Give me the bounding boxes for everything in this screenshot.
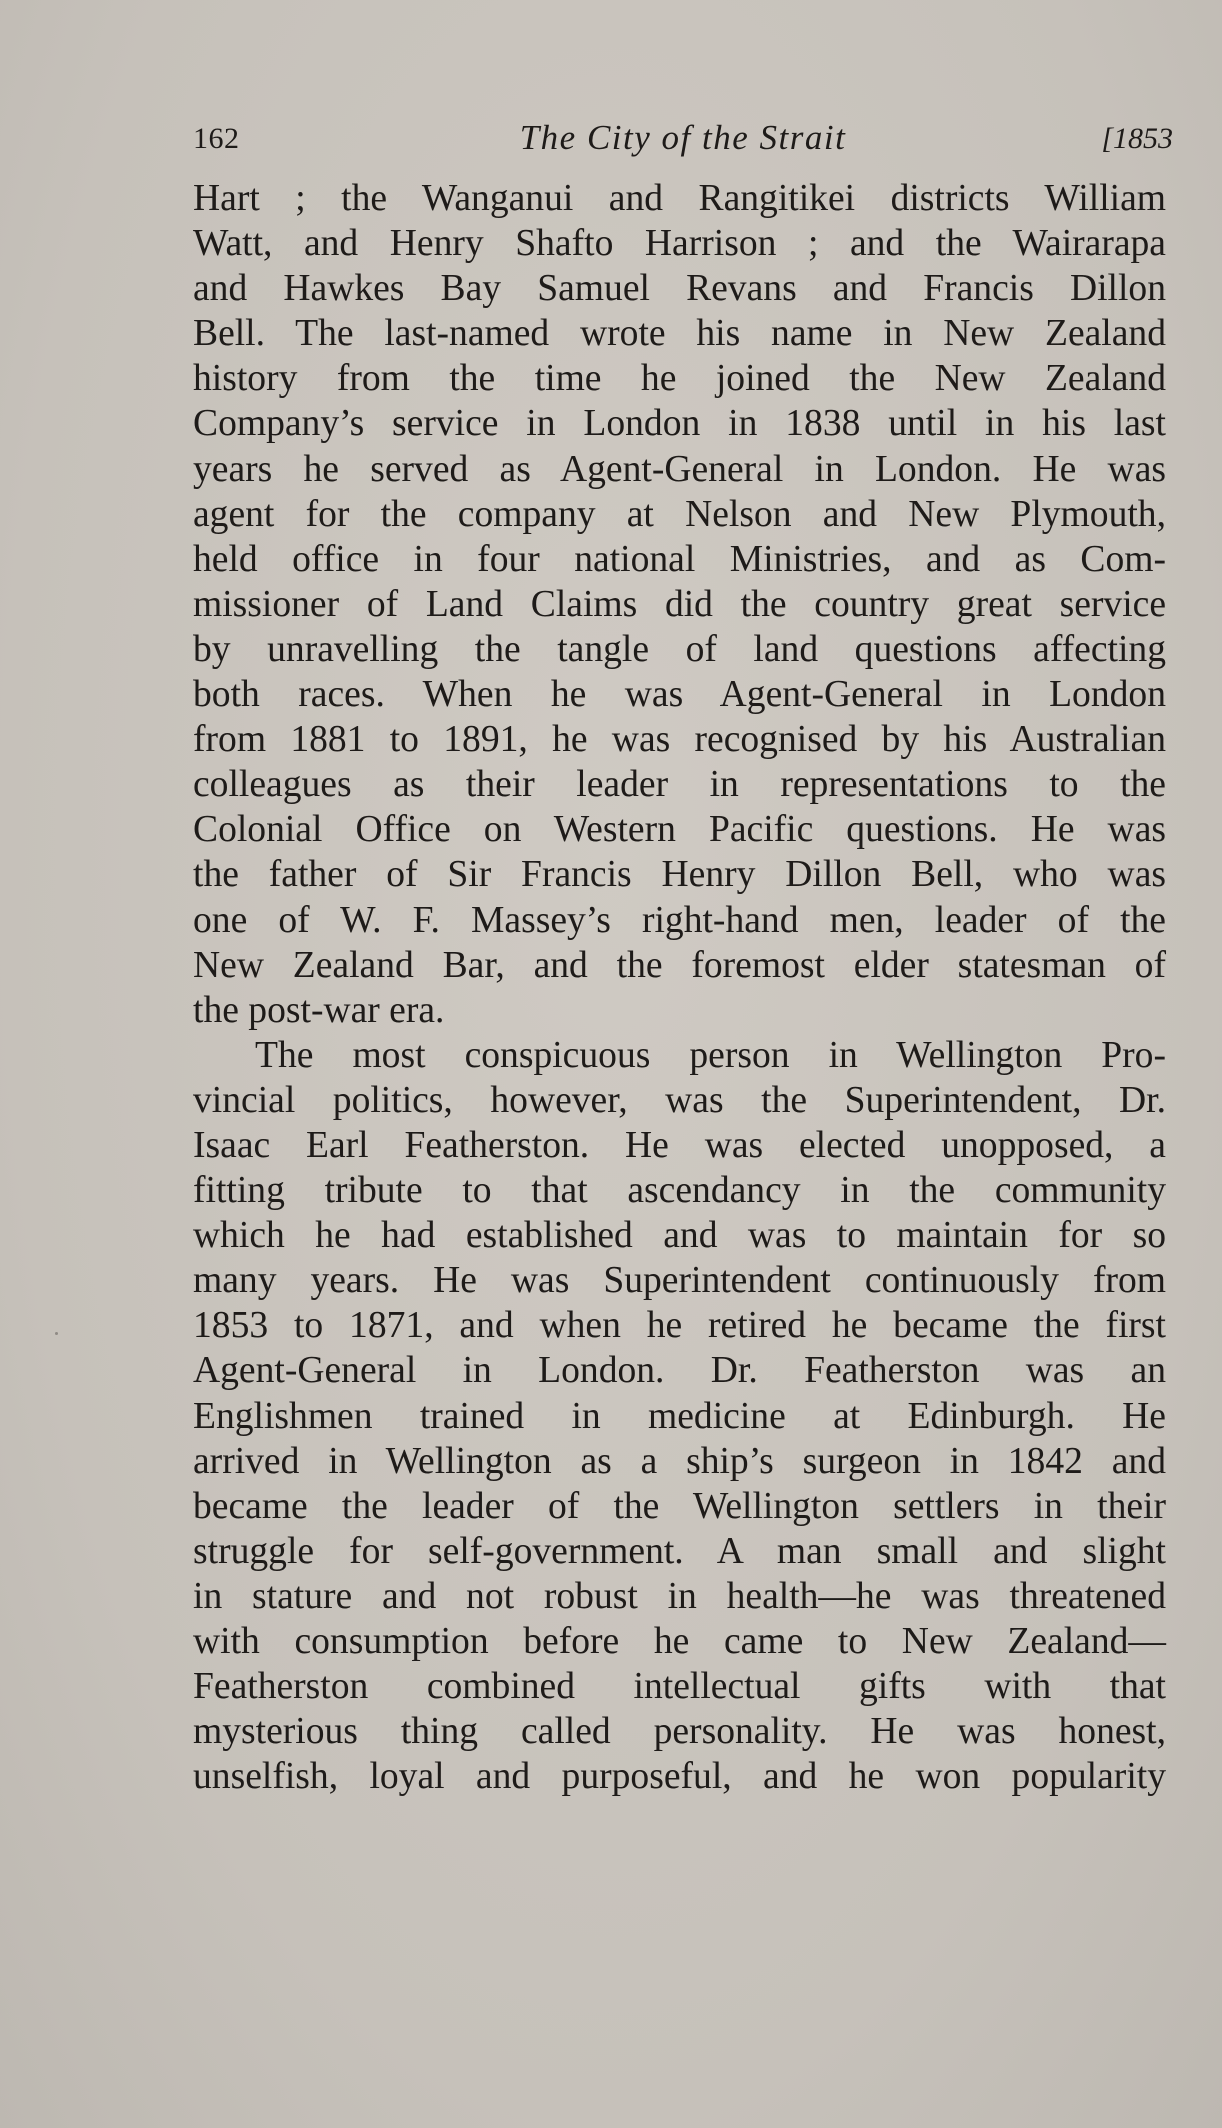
text-line: struggle for self-government. A man small and slight [193, 1530, 1166, 1572]
text-line: 1853 to 1871, and when he retired he became the first [193, 1305, 1166, 1347]
text-line: with consumption before he came to New Zealand— [193, 1621, 1166, 1662]
text-line: arrived in Wellington as a ship’s surgeon in 1842 and [193, 1440, 1166, 1482]
text-line: agent for the company at Nelson and New Plymouth, [193, 493, 1166, 535]
year-mark: [1853 [1101, 122, 1173, 155]
text-line: and Hawkes Bay Samuel Revans and Francis Dillon [193, 268, 1166, 310]
text-line: Isaac Earl Featherston. He was elected unopposed, a [193, 1124, 1166, 1166]
text-line: fitting tribute to that ascendancy in the community [193, 1170, 1166, 1212]
text-line: years he served as Agent-General in London. He was [193, 448, 1166, 490]
text-line: held office in four national Ministries, and as Com- [193, 538, 1166, 580]
text-line: both races. When he was Agent-General in London [193, 674, 1166, 716]
text-line: Englishmen trained in medicine at Edinburgh. He [193, 1395, 1166, 1437]
text-line: Watt, and Henry Shafto Harrison ; and the Wairarapa [193, 223, 1166, 265]
paragraph-first-line: The most conspicuous person in Wellington Pro- [255, 1034, 1166, 1076]
paper-speck [55, 1332, 58, 1335]
text-line: New Zealand Bar, and the foremost elder statesman of [193, 944, 1166, 986]
text-line: history from the time he joined the New Zealand [193, 358, 1166, 400]
text-line: colleagues as their leader in representations to the [193, 764, 1166, 806]
text-line: unselfish, loyal and purposeful, and he won popularity [193, 1756, 1166, 1798]
body-text [193, 176, 1166, 1799]
text-line: became the leader of the Wellington settlers in their [193, 1485, 1166, 1527]
text-line: Agent-General in London. Dr. Featherston was an [193, 1350, 1166, 1392]
text-line: Colonial Office on Western Pacific questions. He was [193, 809, 1166, 851]
text-line: by unravelling the tangle of land questions affecting [193, 628, 1166, 670]
page-number: 162 [193, 122, 240, 155]
text-line: many years. He was Superintendent continuously from [193, 1260, 1166, 1302]
text-line: Bell. The last-named wrote his name in New Zealand [193, 313, 1166, 355]
text-line: from 1881 to 1891, he was recognised by his Australian [193, 719, 1166, 761]
text-line: in stature and not robust in health—he was threatened [193, 1575, 1166, 1617]
text-line: the post-war era. [193, 989, 445, 1031]
text-line: the father of Sir Francis Henry Dillon Bell, who was [193, 854, 1166, 896]
text-line: missioner of Land Claims did the country great service [193, 583, 1166, 625]
text-line: which he had established and was to maintain for so [193, 1215, 1166, 1257]
text-line: mysterious thing called personality. He was honest, [193, 1711, 1166, 1753]
text-line: one of W. F. Massey’s right-hand men, leader of the [193, 899, 1166, 941]
text-line: vincial politics, however, was the Superintendent, Dr. [193, 1079, 1166, 1121]
text-line: Company’s service in London in 1838 until in his last [193, 403, 1166, 445]
text-line: Hart ; the Wanganui and Rangitikei districts William [193, 178, 1166, 219]
running-head [193, 118, 1173, 168]
running-title: The City of the Strait [519, 118, 847, 157]
text-line: Featherston combined intellectual gifts with that [193, 1666, 1166, 1708]
